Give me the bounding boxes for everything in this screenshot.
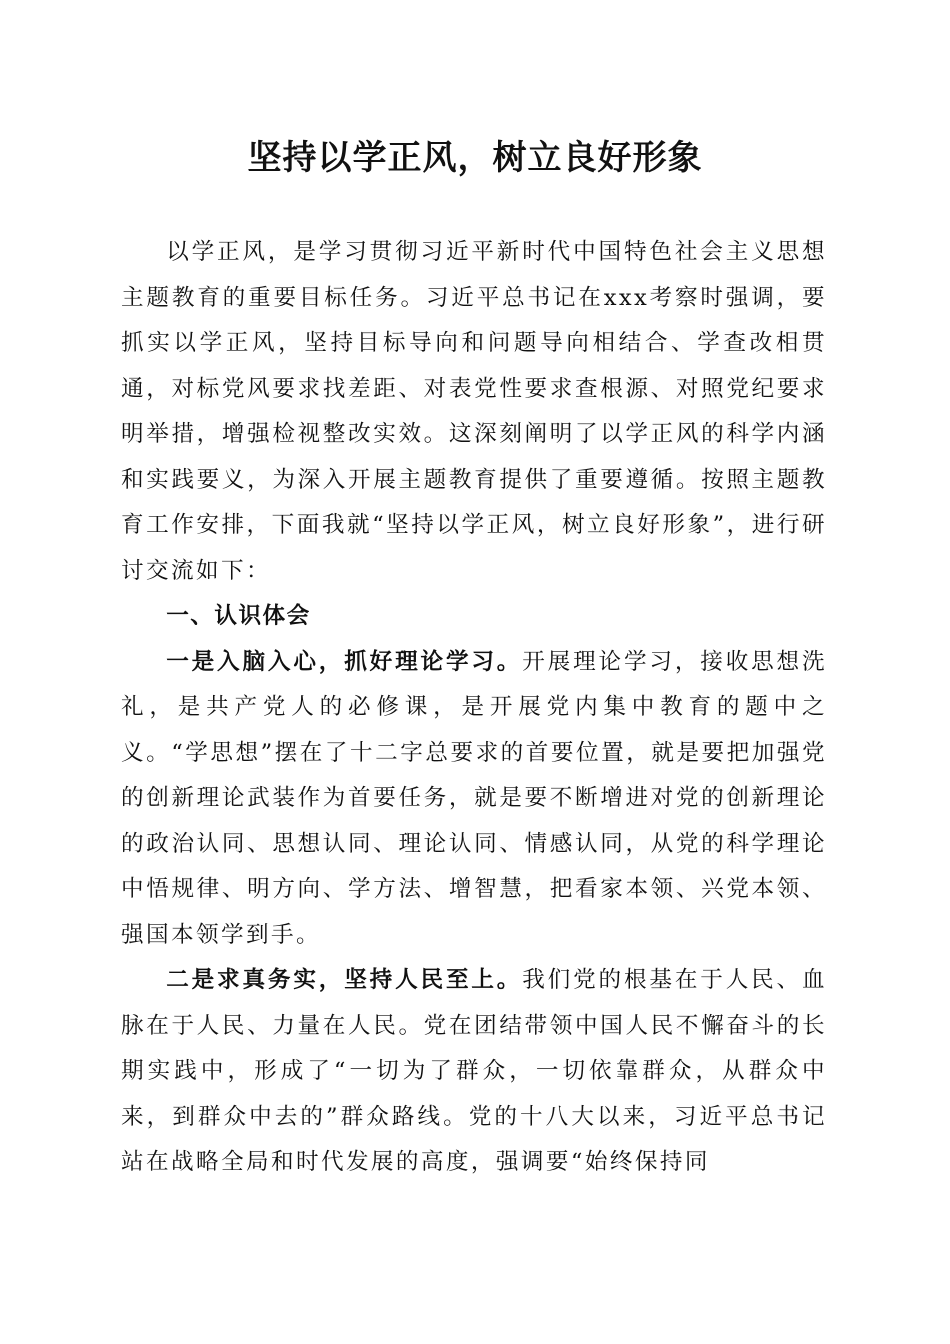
point-lead-1: 一是入脑入心，抓好理论学习。 — [166, 648, 523, 675]
document-body — [121, 230, 827, 1186]
point-paragraph-2 — [121, 958, 827, 1186]
intro-paragraph: 以学正风，是学习贯彻习近平新时代中国特色社会主义思想主题教育的重要目标任务。习近平总书记在xxx考察时强调，要抓实以学正风，坚持目标导向和问题导向相结合、学查改相贯通，对标党风要求找差距、对表党性要求查根源、对照党纪要求明举措，增强检视整改实效。这深刻阐明了以学正风的科学内涵和实践要义，为深入开展主题教育提供了重要遵循。按照主题教育工作安排，下面我就“坚持以学正风，树立良好形象”，进行研讨交流如下： — [121, 239, 827, 584]
point-paragraph-1 — [121, 640, 827, 959]
document-title: 坚持以学正风，树立良好形象 — [247, 138, 703, 178]
point-lead-2: 二是求真务实，坚持人民至上。 — [166, 967, 523, 993]
point-text-2: 我们党的根基在于人民、血脉在于人民、力量在人民。党在团结带领中国人民不懈奋斗的长期实践中，形成了“一切为了群众，一切依靠群众，从群众中来，到群众中去的”群众路线。党的十八大以来，习近平总书记站在战略全局和时代发展的高度，强调要“始终保持同 — [121, 967, 827, 1175]
point-text-1: 开展理论学习，接收思想洗礼，是共产党人的必修课，是开展党内集中教育的题中之义。“学思想”摆在了十二字总要求的首要位置，就是要把加强党的创新理论武装作为首要任务，就是要不断增进对党的创新理论的政治认同、思想认同、理论认同、情感认同，从党的科学理论中悟规律、明方向、学方法、增智慧，把看家本领、兴党本领、强国本领学到手。 — [121, 648, 827, 948]
section-heading: 一、认识体会 — [166, 603, 311, 629]
